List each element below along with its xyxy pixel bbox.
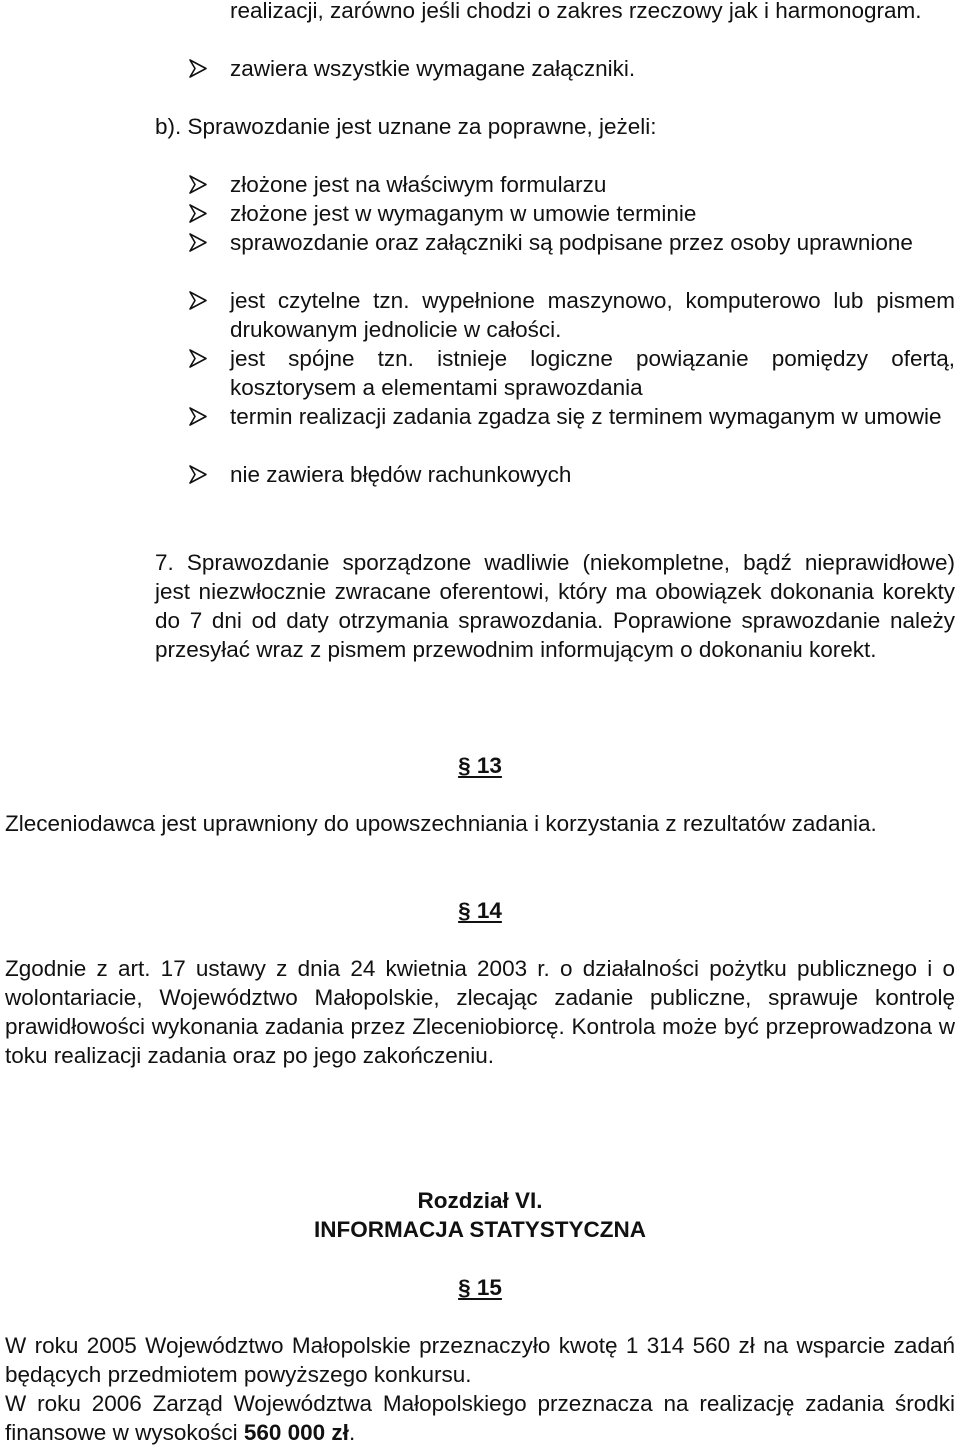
point-7-paragraph: 7. Sprawozdanie sporządzone wadliwie (niekompletne, bądź nieprawidłowe) jest niezwłocznie zwracane oferentowi, który ma obowiązek dokonania korekty do 7 dni od daty otrzymania sprawozdania. Poprawione sprawozdanie należy przesyłać wraz z pismem przewodnim informującym o dokonaniu korekt. [155,550,955,662]
list-item: termin realizacji zadania zgadza się z terminem wymaganym w umowie [190,402,955,431]
bullet-item: zawiera wszystkie wymagane załączniki. [190,54,955,83]
chapter-subtitle: INFORMACJA STATYSTYCZNA [313,1217,647,1242]
arrow-bullet-icon [186,286,212,315]
paragraph-15-text-2: W roku 2006 Zarząd Województwa Małopolskiego przeznacza na realizację zadania środki finansowe w wysokości 560 000 zł. [5,1391,955,1445]
arrow-bullet-icon [186,199,212,228]
amount-value: 560 000 zł [243,1420,349,1445]
paragraph-14-heading: § 14 [458,898,502,923]
paragraph-15-heading: § 15 [458,1275,502,1300]
list-item: nie zawiera błędów rachunkowych [190,460,955,489]
arrow-bullet-icon [186,228,212,257]
arrow-bullet-icon [186,460,212,489]
list-item: jest czytelne tzn. wypełnione maszynowo, komputerowo lub pismem drukowanym jednolicie w całości. [190,286,955,344]
arrow-bullet-icon [186,170,212,199]
arrow-bullet-icon [186,344,212,373]
paragraph-13-text: Zleceniodawca jest uprawniony do upowszechniania i korzystania z rezultatów zadania. [5,811,877,836]
paragraph-13-heading: § 13 [458,753,502,778]
list-item: złożone jest na właściwym formularzu [190,170,955,199]
list-item: jest spójne tzn. istnieje logiczne powiązanie pomiędzy ofertą, kosztorysem a elementami sprawozdania [190,344,955,402]
paragraph-15-text-1: W roku 2005 Województwo Małopolskie przeznaczyło kwotę 1 314 560 zł na wsparcie zadań będących przedmiotem powyższego konkursu. [5,1333,955,1387]
arrow-bullet-icon [186,54,212,83]
list-item: sprawozdanie oraz załączniki są podpisane przez osoby uprawnione [190,228,955,257]
arrow-bullet-icon [186,402,212,431]
chapter-title: Rozdział VI. [417,1188,543,1213]
section-b-intro: b). Sprawozdanie jest uznane za poprawne, jeżeli: [155,114,657,139]
list-item: złożone jest w wymaganym w umowie terminie [190,199,955,228]
paragraph-14-text: Zgodnie z art. 17 ustawy z dnia 24 kwietnia 2003 r. o działalności pożytku publicznego i o wolontariacie, Województwo Małopolskie, zlecając zadanie publiczne, sprawuje kontrolę prawidłowości wykonania zadania przez Zleceniobiorcę. Kontrola może być przeprowadzona w toku realizacji zadania oraz po jego zakończeniu. [5,956,955,1068]
continuation-text: realizacji, zarówno jeśli chodzi o zakres rzeczowy jak i harmonogram. [230,0,922,23]
